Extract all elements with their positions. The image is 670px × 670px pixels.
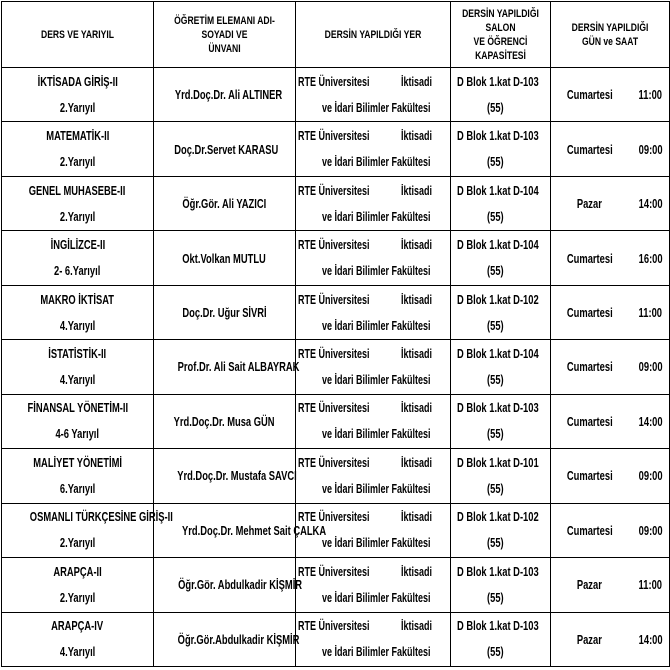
instructor-cell [154,68,296,122]
instructor-name: Yrd.Doç.Dr. Ali ALTINER [174,87,283,103]
day-value: Cumartesi [566,141,613,157]
room-capacity: (55) [487,99,504,115]
place-faculty-part1: İktisadi [400,564,432,579]
course-cell [2,503,173,557]
room-name: D Blok 1.kat D-103 [457,128,539,144]
table-row [2,503,670,557]
instructor-cell [154,231,296,285]
time-value: 14:00 [638,631,663,647]
table-row [2,612,670,666]
day-value: Cumartesi [566,250,613,266]
time-value: 11:00 [639,305,663,321]
time-value: 09:00 [638,522,663,538]
instructor-name: Öğr.Gör. Abdulkadir KİŞMİR [178,577,303,593]
place-university: RTE Üniversitesi [298,346,370,361]
course-name: GENEL MUHASEBE-II [29,182,126,198]
day-value: Pazar [577,196,603,212]
time-cell [629,558,670,612]
course-term: 4.Yarıyıl [59,317,96,333]
room-capacity: (55) [487,263,504,279]
day-cell [551,394,629,448]
time-cell [629,68,670,122]
day-cell [551,68,629,122]
day-value: Pazar [577,631,603,647]
room-name: D Blok 1.kat D-104 [457,237,539,253]
table-row [2,285,670,339]
table-row [2,122,670,176]
room-name: D Blok 1.kat D-103 [457,618,539,634]
instructor-cell [154,394,296,448]
time-cell [629,340,670,394]
place-university: RTE Üniversitesi [298,510,370,525]
table-row [2,68,670,122]
place-faculty-part1: İktisadi [400,74,432,89]
place-cell [296,231,451,285]
course-name: MALİYET YÖNETİMİ [33,454,122,470]
instructor-name: Yrd.Doç.Dr. Musa GÜN [174,413,275,429]
place-faculty-part1: İktisadi [400,346,432,361]
day-value: Cumartesi [566,305,613,321]
room-name: D Blok 1.kat D-102 [457,509,539,525]
time-value: 09:00 [638,141,663,157]
instructor-cell [154,612,300,666]
place-faculty-part1: İktisadi [400,292,432,307]
day-value: Cumartesi [566,413,613,429]
time-cell [629,285,670,339]
place-university: RTE Üniversitesi [298,238,370,253]
day-cell [551,340,629,394]
room-name: D Blok 1.kat D-103 [457,73,539,89]
place-faculty-part2: ve İdari Bilimler Fakültesi [322,590,431,605]
place-university: RTE Üniversitesi [298,292,370,307]
course-term: 4-6 Yarıyıl [55,426,100,442]
time-value: 11:00 [639,577,663,593]
place-cell [296,394,451,448]
time-cell [629,231,670,285]
course-cell [2,285,154,339]
day-cell [551,122,629,176]
time-value: 11:00 [639,87,663,103]
day-cell [551,612,629,666]
place-faculty-part2: ve İdari Bilimler Fakültesi [322,536,431,551]
place-faculty-part1: İktisadi [400,455,432,470]
instructor-cell [154,558,303,612]
day-cell [551,449,629,503]
time-cell [629,612,670,666]
place-university: RTE Üniversitesi [298,74,370,89]
course-cell [2,231,154,285]
instructor-cell [154,122,296,176]
place-faculty-part1: İktisadi [400,401,432,416]
course-term: 6.Yarıyıl [59,480,96,496]
table-row [2,394,670,448]
place-cell [296,340,451,394]
course-name: MAKRO İKTİSAT [40,291,115,307]
day-cell [551,231,629,285]
course-name: FİNANSAL YÖNETİM-II [27,400,128,416]
place-university: RTE Üniversitesi [298,619,370,634]
course-term: 2.Yarıyıl [59,99,96,115]
room-name: D Blok 1.kat D-104 [457,182,539,198]
day-cell [551,176,629,230]
course-cell [2,558,154,612]
place-university: RTE Üniversitesi [298,455,370,470]
place-cell [296,285,451,339]
instructor-cell [154,176,296,230]
room-capacity: (55) [487,208,504,224]
table-row [2,176,670,230]
course-cell [2,394,154,448]
instructor-name: Yrd.Doç.Dr. Mustafa SAVCI [177,468,297,484]
course-cell [2,68,154,122]
time-value: 16:00 [638,250,663,266]
room-name: D Blok 1.kat D-102 [457,291,539,307]
place-faculty-part2: ve İdari Bilimler Fakültesi [322,209,431,224]
instructor-cell [154,285,296,339]
day-value: Cumartesi [566,522,613,538]
course-name: İSTATİSTİK-II [48,345,107,361]
time-value: 09:00 [638,359,663,375]
course-name: MATEMATİK-II [45,128,110,144]
schedule-body [2,68,670,667]
instructor-cell [154,503,327,557]
day-cell [551,558,629,612]
room-name: D Blok 1.kat D-101 [457,454,539,470]
place-cell [296,558,451,612]
instructor-name: Öğr.Gör. Ali YAZICI [182,196,267,212]
course-term: 4.Yarıyıl [59,644,96,660]
course-name: OSMANLI TÜRKÇESİNE GİRİŞ-II [29,509,173,525]
header-place: DERSİN YAPILDIĞI YER [296,2,451,68]
instructor-name: Prof.Dr. Ali Sait ALBAYRAK [177,359,300,375]
instructor-name: Yrd.Doç.Dr. Mehmet Sait ÇALKA [182,522,327,538]
table-row [2,558,670,612]
header-time: DERSİN YAPILDIĞI GÜN ve SAAT [551,2,670,68]
place-faculty-part1: İktisadi [400,183,432,198]
time-value: 14:00 [638,196,663,212]
place-cell [296,68,451,122]
instructor-name: Doç.Dr.Servet KARASU [174,141,279,157]
header-room: DERSİN YAPILDIĞI SALON VE ÖĞRENCİ KAPASİTESİ [451,2,551,68]
day-cell [551,285,629,339]
place-faculty-part1: İktisadi [400,619,432,634]
course-cell [2,612,154,666]
course-cell [2,122,154,176]
schedule-table [1,1,670,667]
place-faculty-part2: ve İdari Bilimler Fakültesi [322,645,431,660]
course-term: 2.Yarıyıl [59,208,96,224]
room-name: D Blok 1.kat D-103 [457,563,539,579]
course-cell [2,449,154,503]
instructor-cell [154,449,296,503]
time-value: 09:00 [638,468,663,484]
time-value: 14:00 [638,413,663,429]
course-term: 2.Yarıyıl [59,535,96,551]
course-term: 2- 6.Yarıyıl [54,263,101,279]
day-value: Cumartesi [566,359,613,375]
day-value: Pazar [577,577,603,593]
course-name: ARAPÇA-IV [51,618,104,634]
room-capacity: (55) [487,371,504,387]
place-university: RTE Üniversitesi [298,401,370,416]
day-cell [551,503,629,557]
course-cell [2,340,154,394]
table-row [2,231,670,285]
place-faculty-part1: İktisadi [400,510,432,525]
place-cell [296,122,451,176]
header-instructor: ÖĞRETİM ELEMANI ADI-SOYADI VE ÜNVANI [154,2,296,68]
time-cell [629,449,670,503]
place-faculty-part2: ve İdari Bilimler Fakültesi [322,481,431,496]
course-cell [2,176,154,230]
header-row [2,2,670,68]
course-term: 2.Yarıyıl [59,589,96,605]
time-cell [629,176,670,230]
instructor-name: Öğr.Gör.Abdulkadir KİŞMİR [177,631,300,647]
day-value: Cumartesi [566,87,613,103]
room-capacity: (55) [487,644,504,660]
room-capacity: (55) [487,154,504,170]
place-faculty-part1: İktisadi [400,238,432,253]
time-cell [629,122,670,176]
header-course: DERS VE YARIYIL [2,2,154,68]
table-row [2,449,670,503]
room-capacity: (55) [487,480,504,496]
place-faculty-part2: ve İdari Bilimler Fakültesi [322,372,431,387]
course-term: 4.Yarıyıl [59,371,96,387]
room-capacity: (55) [487,426,504,442]
place-university: RTE Üniversitesi [298,129,370,144]
time-cell [629,503,670,557]
place-faculty-part2: ve İdari Bilimler Fakültesi [322,318,431,333]
place-cell [296,612,451,666]
place-faculty-part2: ve İdari Bilimler Fakültesi [322,155,431,170]
room-name: D Blok 1.kat D-104 [457,345,539,361]
place-faculty-part2: ve İdari Bilimler Fakültesi [322,100,431,115]
day-value: Cumartesi [566,468,613,484]
room-capacity: (55) [487,317,504,333]
course-name: İNGİLİZCE-II [50,237,105,253]
place-faculty-part1: İktisadi [400,129,432,144]
room-capacity: (55) [487,535,504,551]
instructor-name: Okt.Volkan MUTLU [182,250,267,266]
table-row [2,340,670,394]
time-cell [629,394,670,448]
course-name: İKTİSADA GİRİŞ-II [37,73,118,89]
course-term: 2.Yarıyıl [59,154,96,170]
room-capacity: (55) [487,589,504,605]
place-cell [296,176,451,230]
room-name: D Blok 1.kat D-103 [457,400,539,416]
instructor-cell [154,340,300,394]
place-faculty-part2: ve İdari Bilimler Fakültesi [322,427,431,442]
place-university: RTE Üniversitesi [298,183,370,198]
course-name: ARAPÇA-II [53,563,102,579]
place-university: RTE Üniversitesi [298,564,370,579]
place-faculty-part2: ve İdari Bilimler Fakültesi [322,264,431,279]
instructor-name: Doç.Dr. Uğur SİVRİ [182,305,267,321]
place-cell [296,449,451,503]
